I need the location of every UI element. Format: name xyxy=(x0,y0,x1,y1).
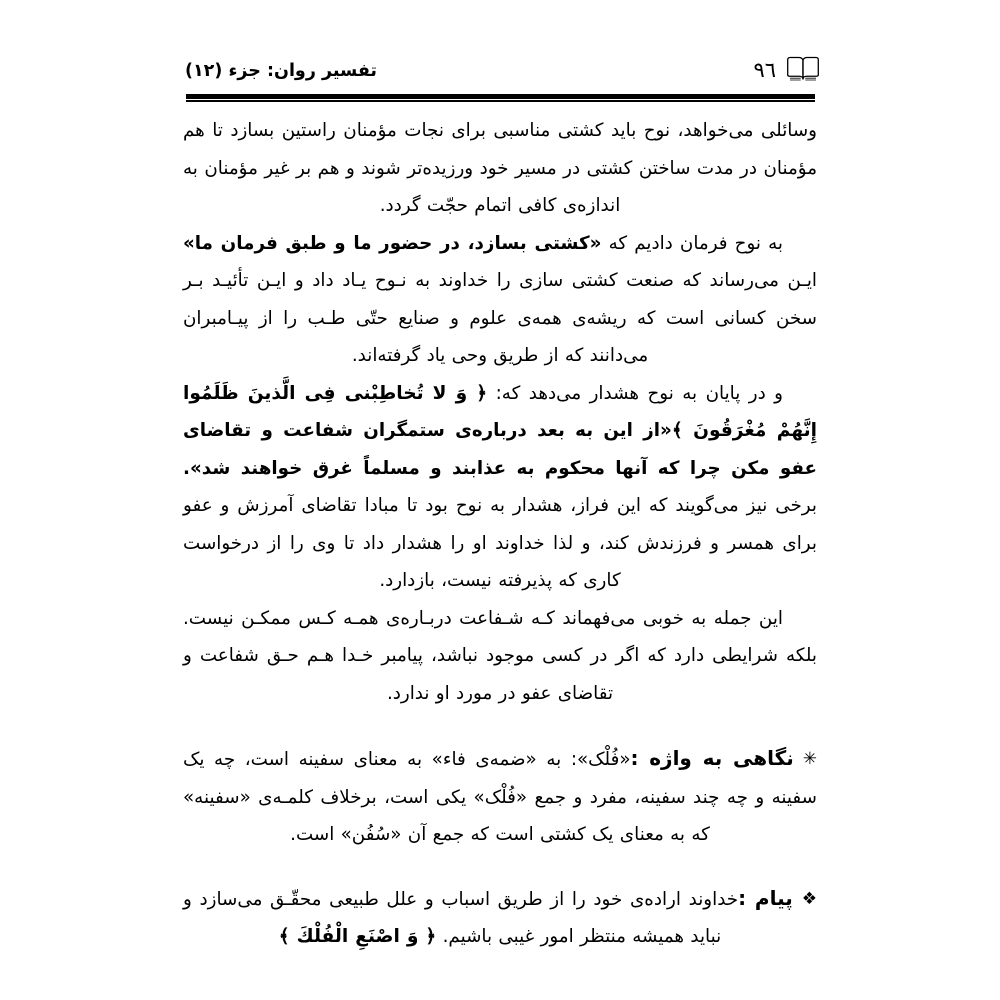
paragraph-2-tail: ایـن می‌رساند که صنعت کشتی سازی را خداوند به نـوح یـاد داد و ایـن تأئیـد بـر سخن کسانی است که ریشه‌ی همه‌ی علوم و صنایع حتّی طـب را از پیـامبران می‌دانند که از طریق وحی یاد گرفته‌اند. xyxy=(183,270,817,366)
page-header xyxy=(185,46,820,92)
section-spacer-2 xyxy=(183,854,817,880)
section-spacer-1 xyxy=(183,712,817,740)
paragraph-3 xyxy=(183,375,817,600)
page-content xyxy=(183,112,817,956)
paragraph-4: این جمله به خوبی می‌فهماند کـه شـفاعت دربـاره‌ی همـه کـس ممکـن نیست. بلکه شرایطی دارد که اگر در کسی موجود نباشد، پیامبر خـدا هـم حـق شفاعت و تقاضای عفو در مورد او ندارد. xyxy=(183,607,817,704)
paragraph-1: وسائلی می‌خواهد، نوح باید کشتی مناسبی برای نجات مؤمنان راستین بسازد تا هم مؤمنان در مدت ساختن کشتی در مسیر خود ورزیده‌تر شوند و هم بر غیر مؤمنان به اندازه‌ی کافی اتمام حجّت گردد. xyxy=(183,120,817,216)
eight-pointed-asterisk-icon: ✳ xyxy=(802,749,817,769)
section-message xyxy=(183,880,817,956)
header-divider xyxy=(186,94,815,101)
paragraph-2-quote: «کشتی بسازد، در حضور ما و طبق فرمان ما» xyxy=(183,232,602,254)
section-word-note xyxy=(183,740,817,854)
open-book-icon xyxy=(786,56,820,82)
quran-verse-hud-37b: ﴿ وَ اصْنَعِ الْفُلْكَ ﴾ xyxy=(278,926,437,947)
header-page-marker xyxy=(753,56,820,82)
four-petal-floret-icon: ❖ xyxy=(801,888,818,909)
page-number: ٩٦ xyxy=(753,58,776,82)
paragraph-3-lead: و در پایان به نوح هشدار می‌دهد که: xyxy=(487,382,783,404)
page-title: تفسیر روان: جزء (۱۲) xyxy=(185,60,377,81)
paragraph-3-tail: برخی نیز می‌گویند که این فراز، هشدار به نوح بود تا مبادا تقاضای آمرزش و عفو برای همسر و فرزندش کند، و لذا خداوند او را هشدار داد تا وی را از درخواست کاری که پذیرفته نیست، بازدارد. xyxy=(183,495,817,591)
paragraph-2-lead: به نوح فرمان دادیم که xyxy=(601,232,783,254)
section-message-text: خداوند اراده‌ی خود را از طریق اسباب و علل طبیعی محقّـق می‌سازد و نباید همیشه منتظر امور غیبی باشیم. xyxy=(183,888,739,947)
divider-thin-line xyxy=(186,100,815,102)
section-message-title: پیام : xyxy=(738,885,793,910)
divider-thick-line xyxy=(186,94,815,99)
paragraph-3-translation: «از این به بعد درباره‌ی ستمگران شفاعت و تقاضای عفو مکن چرا که آنها محکوم به عذابند و مسلماً غرق خواهند شد». xyxy=(183,420,817,479)
section-word-note-text: «فُلْک»: به «ضمه‌ی فاء» به معنای سفینه است، چه یک سفینه و چه چند سفینه، مفرد و جمع «فُلْک» یکی است، برخلاف کلمـه‌ی «سفینه» که به معنای یک کشتی است که جمع آن «سُفُن» است. xyxy=(183,749,817,845)
quran-verse-hud-37: ﴿ وَ لا تُخاطِبْنى فِى الَّذینَ ظَلَمُوا إِنَّهُمْ مُغْرَقُونَ ﴾ xyxy=(183,382,817,441)
section-word-note-title: نگاهی به واژه : xyxy=(630,746,794,770)
paragraph-2 xyxy=(183,225,817,375)
